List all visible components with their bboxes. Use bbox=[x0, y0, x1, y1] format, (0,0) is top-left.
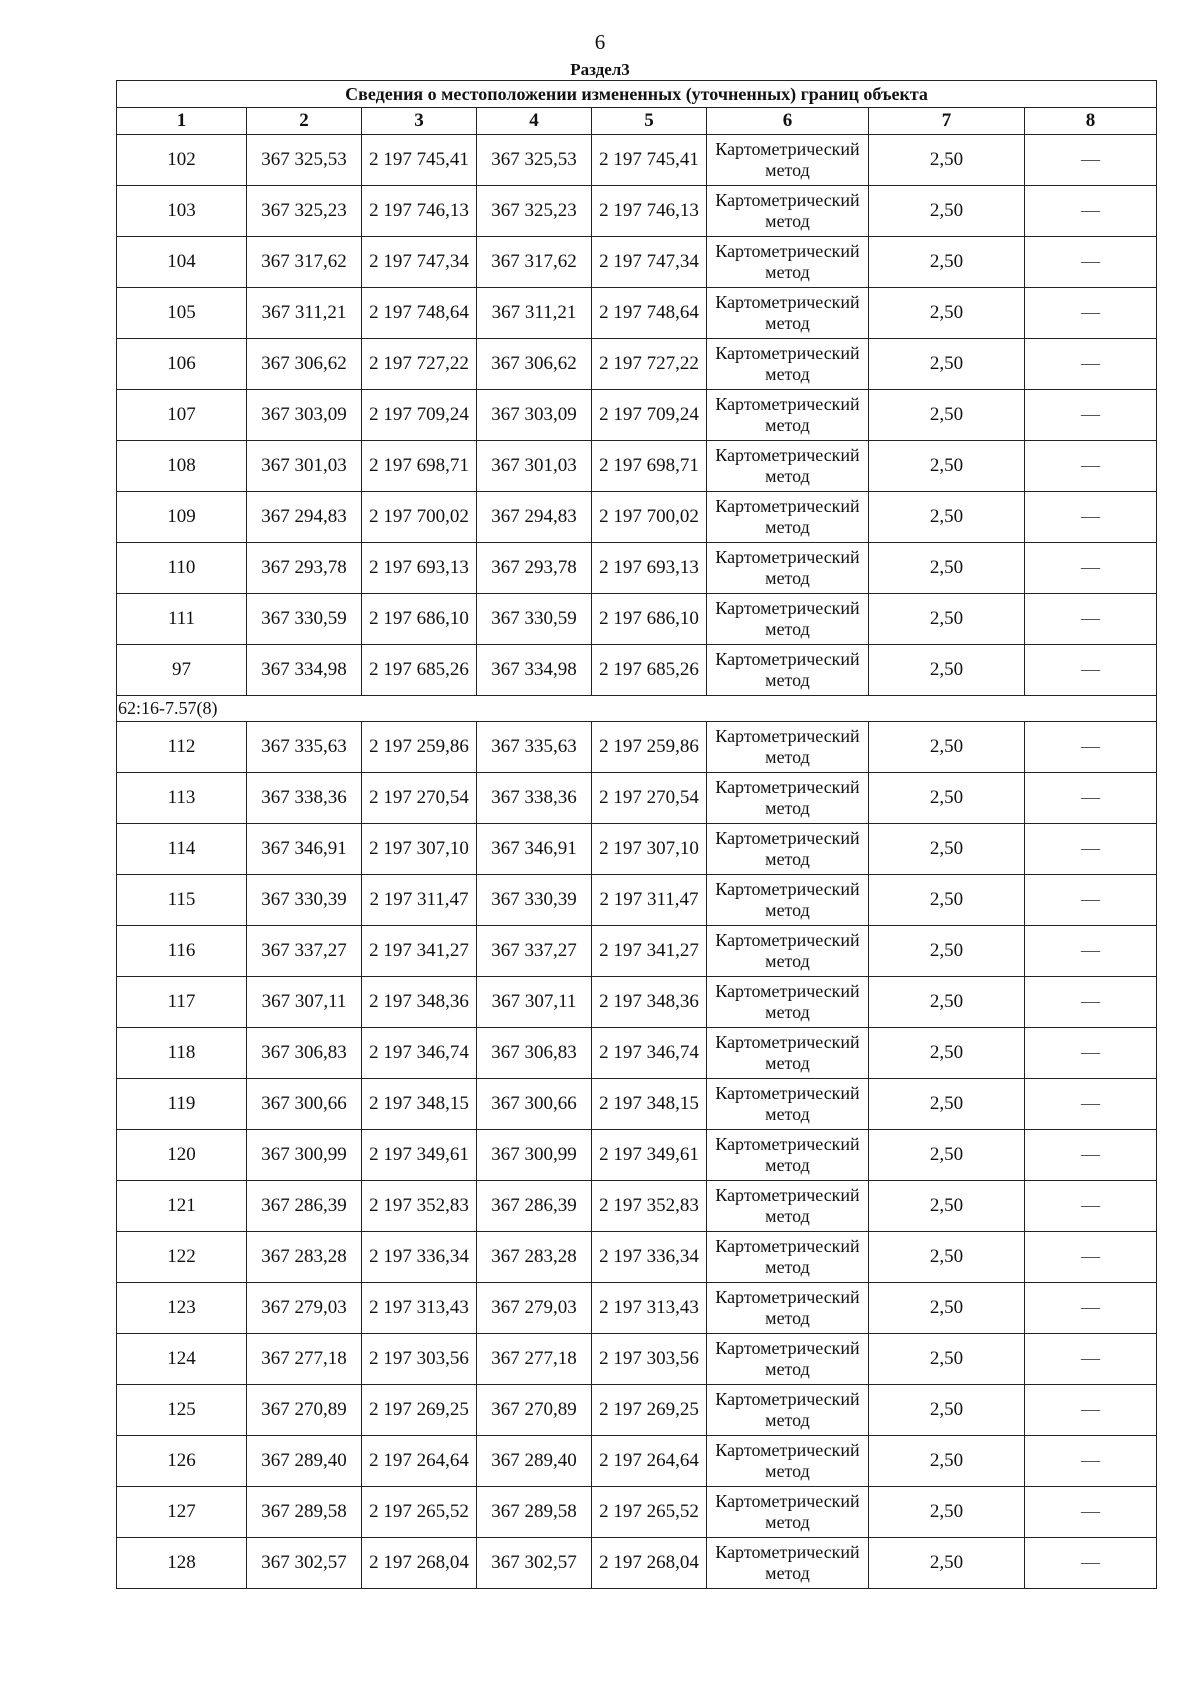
method-cell: Картометрический метод bbox=[707, 135, 869, 186]
note-cell: — bbox=[1025, 824, 1157, 875]
section-title: Раздел3 bbox=[570, 60, 630, 79]
table-row bbox=[117, 594, 1157, 645]
point-number-cell: 126 bbox=[117, 1436, 247, 1487]
y-old-cell: 2 197 700,02 bbox=[362, 492, 477, 543]
y-new-cell: 2 197 709,24 bbox=[592, 390, 707, 441]
x-old-cell: 367 306,62 bbox=[247, 339, 362, 390]
table-row bbox=[117, 1028, 1157, 1079]
y-old-cell: 2 197 264,64 bbox=[362, 1436, 477, 1487]
note-cell: — bbox=[1025, 492, 1157, 543]
y-old-cell: 2 197 352,83 bbox=[362, 1181, 477, 1232]
table-row bbox=[117, 339, 1157, 390]
method-cell: Картометрический метод bbox=[707, 773, 869, 824]
point-number-cell: 102 bbox=[117, 135, 247, 186]
x-old-cell: 367 303,09 bbox=[247, 390, 362, 441]
y-new-cell: 2 197 346,74 bbox=[592, 1028, 707, 1079]
x-new-cell: 367 302,57 bbox=[477, 1538, 592, 1589]
y-new-cell: 2 197 686,10 bbox=[592, 594, 707, 645]
x-old-cell: 367 307,11 bbox=[247, 977, 362, 1028]
column-header: 6 bbox=[707, 108, 869, 135]
x-old-cell: 367 286,39 bbox=[247, 1181, 362, 1232]
point-number-cell: 123 bbox=[117, 1283, 247, 1334]
y-old-cell: 2 197 349,61 bbox=[362, 1130, 477, 1181]
method-cell: Картометрический метод bbox=[707, 390, 869, 441]
x-new-cell: 367 306,83 bbox=[477, 1028, 592, 1079]
x-old-cell: 367 300,66 bbox=[247, 1079, 362, 1130]
x-new-cell: 367 289,58 bbox=[477, 1487, 592, 1538]
accuracy-cell: 2,50 bbox=[869, 645, 1025, 696]
x-new-cell: 367 293,78 bbox=[477, 543, 592, 594]
table-row bbox=[117, 288, 1157, 339]
accuracy-cell: 2,50 bbox=[869, 543, 1025, 594]
method-cell: Картометрический метод bbox=[707, 492, 869, 543]
point-number-cell: 112 bbox=[117, 722, 247, 773]
page-number: 6 bbox=[594, 30, 606, 54]
accuracy-cell: 2,50 bbox=[869, 1130, 1025, 1181]
x-new-cell: 367 311,21 bbox=[477, 288, 592, 339]
y-new-cell: 2 197 700,02 bbox=[592, 492, 707, 543]
point-number-cell: 115 bbox=[117, 875, 247, 926]
y-new-cell: 2 197 352,83 bbox=[592, 1181, 707, 1232]
table-row bbox=[117, 977, 1157, 1028]
accuracy-cell: 2,50 bbox=[869, 1028, 1025, 1079]
table-body bbox=[117, 135, 1157, 1589]
x-old-cell: 367 317,62 bbox=[247, 237, 362, 288]
column-header: 7 bbox=[869, 108, 1025, 135]
table-row bbox=[117, 1181, 1157, 1232]
table-row bbox=[117, 441, 1157, 492]
accuracy-cell: 2,50 bbox=[869, 288, 1025, 339]
x-new-cell: 367 303,09 bbox=[477, 390, 592, 441]
note-cell: — bbox=[1025, 926, 1157, 977]
note-cell: — bbox=[1025, 645, 1157, 696]
method-cell: Картометрический метод bbox=[707, 237, 869, 288]
note-cell: — bbox=[1025, 186, 1157, 237]
x-old-cell: 367 294,83 bbox=[247, 492, 362, 543]
note-cell: — bbox=[1025, 1028, 1157, 1079]
table-row bbox=[117, 390, 1157, 441]
x-old-cell: 367 338,36 bbox=[247, 773, 362, 824]
y-new-cell: 2 197 745,41 bbox=[592, 135, 707, 186]
table-row bbox=[117, 1436, 1157, 1487]
note-cell: — bbox=[1025, 1232, 1157, 1283]
x-new-cell: 367 330,59 bbox=[477, 594, 592, 645]
method-cell: Картометрический метод bbox=[707, 824, 869, 875]
x-old-cell: 367 325,23 bbox=[247, 186, 362, 237]
point-number-cell: 108 bbox=[117, 441, 247, 492]
method-cell: Картометрический метод bbox=[707, 875, 869, 926]
accuracy-cell: 2,50 bbox=[869, 1283, 1025, 1334]
point-number-cell: 118 bbox=[117, 1028, 247, 1079]
x-old-cell: 367 301,03 bbox=[247, 441, 362, 492]
note-cell: — bbox=[1025, 543, 1157, 594]
column-header: 3 bbox=[362, 108, 477, 135]
column-header: 5 bbox=[592, 108, 707, 135]
accuracy-cell: 2,50 bbox=[869, 977, 1025, 1028]
y-old-cell: 2 197 307,10 bbox=[362, 824, 477, 875]
x-new-cell: 367 283,28 bbox=[477, 1232, 592, 1283]
point-number-cell: 113 bbox=[117, 773, 247, 824]
point-number-cell: 120 bbox=[117, 1130, 247, 1181]
y-new-cell: 2 197 313,43 bbox=[592, 1283, 707, 1334]
accuracy-cell: 2,50 bbox=[869, 1181, 1025, 1232]
y-old-cell: 2 197 303,56 bbox=[362, 1334, 477, 1385]
x-new-cell: 367 286,39 bbox=[477, 1181, 592, 1232]
accuracy-cell: 2,50 bbox=[869, 237, 1025, 288]
point-number-cell: 97 bbox=[117, 645, 247, 696]
method-cell: Картометрический метод bbox=[707, 1232, 869, 1283]
y-new-cell: 2 197 685,26 bbox=[592, 645, 707, 696]
x-new-cell: 367 279,03 bbox=[477, 1283, 592, 1334]
accuracy-cell: 2,50 bbox=[869, 186, 1025, 237]
note-cell: — bbox=[1025, 1079, 1157, 1130]
method-cell: Картометрический метод bbox=[707, 594, 869, 645]
method-cell: Картометрический метод bbox=[707, 543, 869, 594]
method-cell: Картометрический метод bbox=[707, 645, 869, 696]
x-old-cell: 367 330,59 bbox=[247, 594, 362, 645]
accuracy-cell: 2,50 bbox=[869, 594, 1025, 645]
point-number-cell: 105 bbox=[117, 288, 247, 339]
table-row bbox=[117, 645, 1157, 696]
note-cell: — bbox=[1025, 594, 1157, 645]
y-new-cell: 2 197 341,27 bbox=[592, 926, 707, 977]
note-cell: — bbox=[1025, 135, 1157, 186]
method-cell: Картометрический метод bbox=[707, 1436, 869, 1487]
accuracy-cell: 2,50 bbox=[869, 1487, 1025, 1538]
y-old-cell: 2 197 745,41 bbox=[362, 135, 477, 186]
y-new-cell: 2 197 348,36 bbox=[592, 977, 707, 1028]
note-cell: — bbox=[1025, 1436, 1157, 1487]
y-old-cell: 2 197 693,13 bbox=[362, 543, 477, 594]
column-header: 4 bbox=[477, 108, 592, 135]
point-number-cell: 107 bbox=[117, 390, 247, 441]
note-cell: — bbox=[1025, 977, 1157, 1028]
x-new-cell: 367 270,89 bbox=[477, 1385, 592, 1436]
x-old-cell: 367 300,99 bbox=[247, 1130, 362, 1181]
point-number-cell: 106 bbox=[117, 339, 247, 390]
group-label-row bbox=[117, 696, 1157, 722]
method-cell: Картометрический метод bbox=[707, 1487, 869, 1538]
x-old-cell: 367 306,83 bbox=[247, 1028, 362, 1079]
y-old-cell: 2 197 259,86 bbox=[362, 722, 477, 773]
table-row bbox=[117, 492, 1157, 543]
note-cell: — bbox=[1025, 1181, 1157, 1232]
accuracy-cell: 2,50 bbox=[869, 1538, 1025, 1589]
y-old-cell: 2 197 686,10 bbox=[362, 594, 477, 645]
point-number-cell: 124 bbox=[117, 1334, 247, 1385]
y-old-cell: 2 197 341,27 bbox=[362, 926, 477, 977]
accuracy-cell: 2,50 bbox=[869, 875, 1025, 926]
note-cell: — bbox=[1025, 1283, 1157, 1334]
x-old-cell: 367 279,03 bbox=[247, 1283, 362, 1334]
accuracy-cell: 2,50 bbox=[869, 1436, 1025, 1487]
y-new-cell: 2 197 693,13 bbox=[592, 543, 707, 594]
table-row bbox=[117, 135, 1157, 186]
method-cell: Картометрический метод bbox=[707, 1538, 869, 1589]
x-new-cell: 367 330,39 bbox=[477, 875, 592, 926]
accuracy-cell: 2,50 bbox=[869, 1232, 1025, 1283]
table-row bbox=[117, 773, 1157, 824]
table-row bbox=[117, 875, 1157, 926]
point-number-cell: 122 bbox=[117, 1232, 247, 1283]
point-number-cell: 117 bbox=[117, 977, 247, 1028]
y-new-cell: 2 197 748,64 bbox=[592, 288, 707, 339]
accuracy-cell: 2,50 bbox=[869, 722, 1025, 773]
y-new-cell: 2 197 259,86 bbox=[592, 722, 707, 773]
y-old-cell: 2 197 348,15 bbox=[362, 1079, 477, 1130]
y-old-cell: 2 197 268,04 bbox=[362, 1538, 477, 1589]
x-new-cell: 367 306,62 bbox=[477, 339, 592, 390]
y-new-cell: 2 197 303,56 bbox=[592, 1334, 707, 1385]
note-cell: — bbox=[1025, 339, 1157, 390]
y-old-cell: 2 197 269,25 bbox=[362, 1385, 477, 1436]
table-row bbox=[117, 1385, 1157, 1436]
accuracy-cell: 2,50 bbox=[869, 1079, 1025, 1130]
x-new-cell: 367 325,23 bbox=[477, 186, 592, 237]
method-cell: Картометрический метод bbox=[707, 186, 869, 237]
x-old-cell: 367 289,40 bbox=[247, 1436, 362, 1487]
accuracy-cell: 2,50 bbox=[869, 492, 1025, 543]
note-cell: — bbox=[1025, 1385, 1157, 1436]
y-old-cell: 2 197 270,54 bbox=[362, 773, 477, 824]
y-old-cell: 2 197 709,24 bbox=[362, 390, 477, 441]
x-new-cell: 367 301,03 bbox=[477, 441, 592, 492]
x-old-cell: 367 289,58 bbox=[247, 1487, 362, 1538]
table-row bbox=[117, 1538, 1157, 1589]
y-old-cell: 2 197 336,34 bbox=[362, 1232, 477, 1283]
x-old-cell: 367 325,53 bbox=[247, 135, 362, 186]
note-cell: — bbox=[1025, 875, 1157, 926]
group-label: 62:16-7.57(8) bbox=[117, 696, 1157, 722]
accuracy-cell: 2,50 bbox=[869, 926, 1025, 977]
boundary-points-table bbox=[116, 80, 1157, 1589]
accuracy-cell: 2,50 bbox=[869, 773, 1025, 824]
point-number-cell: 119 bbox=[117, 1079, 247, 1130]
table-title: Сведения о местоположении измененных (уточненных) границ объекта bbox=[117, 81, 1157, 108]
column-header: 2 bbox=[247, 108, 362, 135]
x-old-cell: 367 330,39 bbox=[247, 875, 362, 926]
x-new-cell: 367 300,99 bbox=[477, 1130, 592, 1181]
method-cell: Картометрический метод bbox=[707, 977, 869, 1028]
point-number-cell: 121 bbox=[117, 1181, 247, 1232]
point-number-cell: 114 bbox=[117, 824, 247, 875]
x-old-cell: 367 334,98 bbox=[247, 645, 362, 696]
y-new-cell: 2 197 349,61 bbox=[592, 1130, 707, 1181]
method-cell: Картометрический метод bbox=[707, 926, 869, 977]
table-row bbox=[117, 1283, 1157, 1334]
accuracy-cell: 2,50 bbox=[869, 135, 1025, 186]
y-old-cell: 2 197 313,43 bbox=[362, 1283, 477, 1334]
x-old-cell: 367 335,63 bbox=[247, 722, 362, 773]
y-old-cell: 2 197 727,22 bbox=[362, 339, 477, 390]
point-number-cell: 127 bbox=[117, 1487, 247, 1538]
x-old-cell: 367 346,91 bbox=[247, 824, 362, 875]
y-new-cell: 2 197 311,47 bbox=[592, 875, 707, 926]
x-new-cell: 367 300,66 bbox=[477, 1079, 592, 1130]
table-row bbox=[117, 543, 1157, 594]
y-old-cell: 2 197 746,13 bbox=[362, 186, 477, 237]
column-header-row bbox=[117, 108, 1157, 135]
y-old-cell: 2 197 311,47 bbox=[362, 875, 477, 926]
x-new-cell: 367 325,53 bbox=[477, 135, 592, 186]
y-new-cell: 2 197 307,10 bbox=[592, 824, 707, 875]
x-old-cell: 367 277,18 bbox=[247, 1334, 362, 1385]
y-old-cell: 2 197 685,26 bbox=[362, 645, 477, 696]
x-new-cell: 367 346,91 bbox=[477, 824, 592, 875]
y-new-cell: 2 197 269,25 bbox=[592, 1385, 707, 1436]
method-cell: Картометрический метод bbox=[707, 441, 869, 492]
table-row bbox=[117, 1487, 1157, 1538]
x-new-cell: 367 294,83 bbox=[477, 492, 592, 543]
y-new-cell: 2 197 265,52 bbox=[592, 1487, 707, 1538]
accuracy-cell: 2,50 bbox=[869, 824, 1025, 875]
note-cell: — bbox=[1025, 390, 1157, 441]
x-old-cell: 367 302,57 bbox=[247, 1538, 362, 1589]
method-cell: Картометрический метод bbox=[707, 288, 869, 339]
point-number-cell: 110 bbox=[117, 543, 247, 594]
x-old-cell: 367 283,28 bbox=[247, 1232, 362, 1283]
accuracy-cell: 2,50 bbox=[869, 390, 1025, 441]
x-new-cell: 367 277,18 bbox=[477, 1334, 592, 1385]
method-cell: Картометрический метод bbox=[707, 1079, 869, 1130]
y-old-cell: 2 197 348,36 bbox=[362, 977, 477, 1028]
y-old-cell: 2 197 747,34 bbox=[362, 237, 477, 288]
y-new-cell: 2 197 270,54 bbox=[592, 773, 707, 824]
note-cell: — bbox=[1025, 288, 1157, 339]
x-new-cell: 367 338,36 bbox=[477, 773, 592, 824]
table-row bbox=[117, 1232, 1157, 1283]
point-number-cell: 111 bbox=[117, 594, 247, 645]
table-row bbox=[117, 926, 1157, 977]
x-old-cell: 367 293,78 bbox=[247, 543, 362, 594]
method-cell: Картометрический метод bbox=[707, 1181, 869, 1232]
y-old-cell: 2 197 698,71 bbox=[362, 441, 477, 492]
y-new-cell: 2 197 268,04 bbox=[592, 1538, 707, 1589]
table-row bbox=[117, 722, 1157, 773]
x-new-cell: 367 317,62 bbox=[477, 237, 592, 288]
method-cell: Картометрический метод bbox=[707, 722, 869, 773]
y-new-cell: 2 197 747,34 bbox=[592, 237, 707, 288]
point-number-cell: 125 bbox=[117, 1385, 247, 1436]
x-new-cell: 367 307,11 bbox=[477, 977, 592, 1028]
method-cell: Картометрический метод bbox=[707, 339, 869, 390]
table-row bbox=[117, 824, 1157, 875]
y-new-cell: 2 197 746,13 bbox=[592, 186, 707, 237]
method-cell: Картометрический метод bbox=[707, 1334, 869, 1385]
note-cell: — bbox=[1025, 1334, 1157, 1385]
table-row bbox=[117, 1079, 1157, 1130]
accuracy-cell: 2,50 bbox=[869, 339, 1025, 390]
accuracy-cell: 2,50 bbox=[869, 1385, 1025, 1436]
column-header: 8 bbox=[1025, 108, 1157, 135]
y-new-cell: 2 197 336,34 bbox=[592, 1232, 707, 1283]
y-old-cell: 2 197 346,74 bbox=[362, 1028, 477, 1079]
point-number-cell: 103 bbox=[117, 186, 247, 237]
note-cell: — bbox=[1025, 441, 1157, 492]
accuracy-cell: 2,50 bbox=[869, 441, 1025, 492]
y-new-cell: 2 197 698,71 bbox=[592, 441, 707, 492]
point-number-cell: 116 bbox=[117, 926, 247, 977]
note-cell: — bbox=[1025, 1487, 1157, 1538]
y-new-cell: 2 197 264,64 bbox=[592, 1436, 707, 1487]
x-new-cell: 367 335,63 bbox=[477, 722, 592, 773]
point-number-cell: 104 bbox=[117, 237, 247, 288]
x-old-cell: 367 270,89 bbox=[247, 1385, 362, 1436]
point-number-cell: 128 bbox=[117, 1538, 247, 1589]
y-new-cell: 2 197 348,15 bbox=[592, 1079, 707, 1130]
y-new-cell: 2 197 727,22 bbox=[592, 339, 707, 390]
table-row bbox=[117, 237, 1157, 288]
x-new-cell: 367 334,98 bbox=[477, 645, 592, 696]
table-row bbox=[117, 186, 1157, 237]
y-old-cell: 2 197 265,52 bbox=[362, 1487, 477, 1538]
method-cell: Картометрический метод bbox=[707, 1130, 869, 1181]
method-cell: Картометрический метод bbox=[707, 1028, 869, 1079]
method-cell: Картометрический метод bbox=[707, 1385, 869, 1436]
note-cell: — bbox=[1025, 1538, 1157, 1589]
x-old-cell: 367 311,21 bbox=[247, 288, 362, 339]
x-new-cell: 367 289,40 bbox=[477, 1436, 592, 1487]
note-cell: — bbox=[1025, 773, 1157, 824]
table-row bbox=[117, 1334, 1157, 1385]
table-row bbox=[117, 1130, 1157, 1181]
method-cell: Картометрический метод bbox=[707, 1283, 869, 1334]
note-cell: — bbox=[1025, 237, 1157, 288]
column-header: 1 bbox=[117, 108, 247, 135]
y-old-cell: 2 197 748,64 bbox=[362, 288, 477, 339]
x-new-cell: 367 337,27 bbox=[477, 926, 592, 977]
x-old-cell: 367 337,27 bbox=[247, 926, 362, 977]
note-cell: — bbox=[1025, 722, 1157, 773]
point-number-cell: 109 bbox=[117, 492, 247, 543]
note-cell: — bbox=[1025, 1130, 1157, 1181]
accuracy-cell: 2,50 bbox=[869, 1334, 1025, 1385]
